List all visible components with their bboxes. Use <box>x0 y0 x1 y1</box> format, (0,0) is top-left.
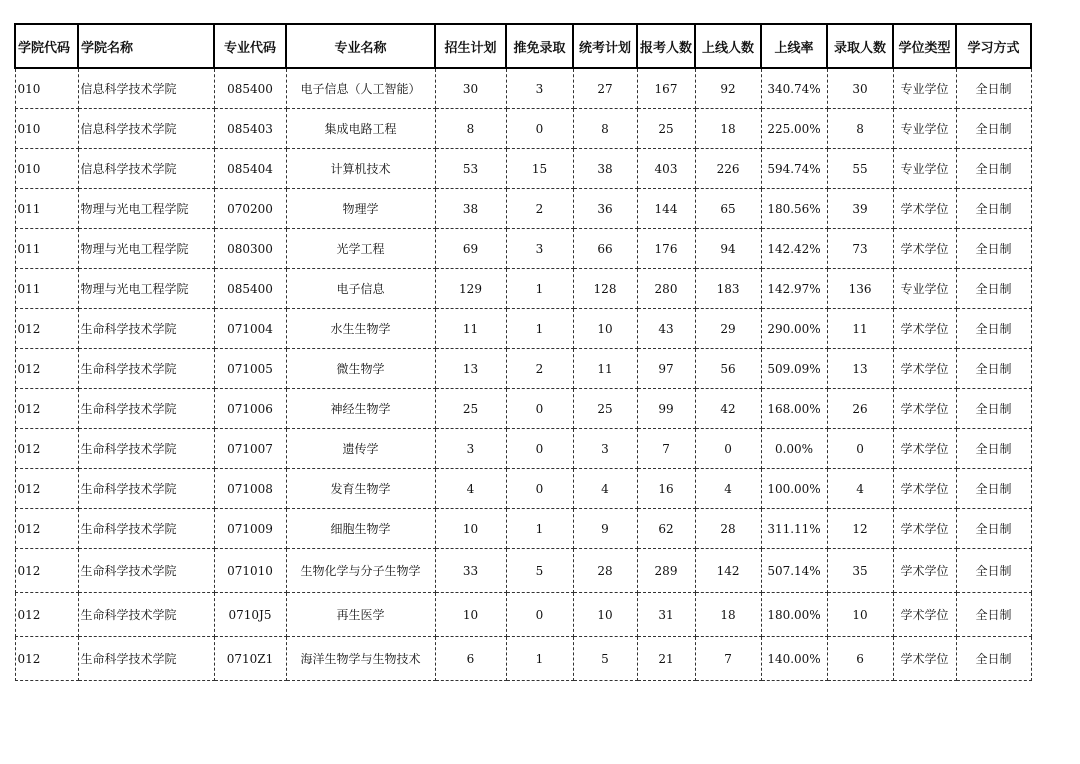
cell-major-name: 神经生物学 <box>286 389 435 429</box>
cell-qualified-rate: 180.00% <box>761 593 827 637</box>
header-qualified-rate: 上线率 <box>761 24 827 68</box>
cell-recommended-admission: 2 <box>506 349 573 389</box>
cell-major-code: 0710Z1 <box>214 637 286 681</box>
header-major-code: 专业代码 <box>214 24 286 68</box>
cell-major-name: 细胞生物学 <box>286 509 435 549</box>
cell-degree-type: 学术学位 <box>893 229 956 269</box>
cell-enrollment-plan: 3 <box>435 429 506 469</box>
cell-qualified-rate: 311.11% <box>761 509 827 549</box>
cell-college-code: 011 <box>15 269 78 309</box>
cell-enrollment-plan: 33 <box>435 549 506 593</box>
header-recommended-admission: 推免录取 <box>506 24 573 68</box>
cell-study-mode: 全日制 <box>956 109 1031 149</box>
cell-qualified: 18 <box>695 593 761 637</box>
cell-major-code: 071010 <box>214 549 286 593</box>
cell-recommended-admission: 0 <box>506 429 573 469</box>
cell-qualified-rate: 180.56% <box>761 189 827 229</box>
cell-recommended-admission: 0 <box>506 109 573 149</box>
cell-degree-type: 专业学位 <box>893 149 956 189</box>
cell-degree-type: 学术学位 <box>893 549 956 593</box>
cell-degree-type: 学术学位 <box>893 389 956 429</box>
header-college-code: 学院代码 <box>15 24 78 68</box>
cell-major-code: 085403 <box>214 109 286 149</box>
cell-recommended-admission: 0 <box>506 469 573 509</box>
cell-qualified: 142 <box>695 549 761 593</box>
cell-exam-plan: 27 <box>573 68 637 109</box>
cell-college-name: 生命科学技术学院 <box>78 349 214 389</box>
cell-study-mode: 全日制 <box>956 68 1031 109</box>
cell-major-code: 085400 <box>214 269 286 309</box>
cell-major-code: 085400 <box>214 68 286 109</box>
cell-college-name: 生命科学技术学院 <box>78 309 214 349</box>
cell-recommended-admission: 1 <box>506 637 573 681</box>
cell-qualified: 7 <box>695 637 761 681</box>
cell-study-mode: 全日制 <box>956 309 1031 349</box>
cell-exam-plan: 3 <box>573 429 637 469</box>
cell-enrollment-plan: 10 <box>435 593 506 637</box>
cell-exam-plan: 38 <box>573 149 637 189</box>
header-study-mode: 学习方式 <box>956 24 1031 68</box>
cell-exam-plan: 8 <box>573 109 637 149</box>
cell-admitted: 4 <box>827 469 893 509</box>
cell-degree-type: 专业学位 <box>893 109 956 149</box>
cell-college-code: 012 <box>15 509 78 549</box>
cell-college-code: 010 <box>15 109 78 149</box>
cell-college-name: 生命科学技术学院 <box>78 593 214 637</box>
cell-degree-type: 学术学位 <box>893 309 956 349</box>
cell-study-mode: 全日制 <box>956 549 1031 593</box>
cell-qualified: 183 <box>695 269 761 309</box>
cell-college-code: 012 <box>15 429 78 469</box>
cell-study-mode: 全日制 <box>956 389 1031 429</box>
cell-exam-plan: 128 <box>573 269 637 309</box>
cell-admitted: 11 <box>827 309 893 349</box>
table-row <box>15 593 1031 637</box>
cell-exam-plan: 28 <box>573 549 637 593</box>
header-exam-plan: 统考计划 <box>573 24 637 68</box>
cell-recommended-admission: 3 <box>506 229 573 269</box>
cell-admitted: 0 <box>827 429 893 469</box>
cell-study-mode: 全日制 <box>956 593 1031 637</box>
cell-degree-type: 学术学位 <box>893 469 956 509</box>
cell-qualified: 65 <box>695 189 761 229</box>
table-row <box>15 229 1031 269</box>
cell-exam-plan: 10 <box>573 309 637 349</box>
cell-major-name: 水生生物学 <box>286 309 435 349</box>
table-body <box>15 68 1031 681</box>
cell-enrollment-plan: 25 <box>435 389 506 429</box>
cell-admitted: 39 <box>827 189 893 229</box>
cell-study-mode: 全日制 <box>956 269 1031 309</box>
cell-applicants: 167 <box>637 68 695 109</box>
cell-recommended-admission: 0 <box>506 593 573 637</box>
cell-college-name: 生命科学技术学院 <box>78 509 214 549</box>
cell-admitted: 26 <box>827 389 893 429</box>
cell-admitted: 13 <box>827 349 893 389</box>
cell-enrollment-plan: 8 <box>435 109 506 149</box>
cell-enrollment-plan: 129 <box>435 269 506 309</box>
cell-study-mode: 全日制 <box>956 189 1031 229</box>
cell-major-name: 生物化学与分子生物学 <box>286 549 435 593</box>
cell-enrollment-plan: 4 <box>435 469 506 509</box>
cell-applicants: 62 <box>637 509 695 549</box>
cell-degree-type: 专业学位 <box>893 269 956 309</box>
cell-qualified: 226 <box>695 149 761 189</box>
table-row <box>15 509 1031 549</box>
cell-college-name: 信息科学技术学院 <box>78 68 214 109</box>
cell-qualified-rate: 142.42% <box>761 229 827 269</box>
admissions-table <box>14 23 1032 681</box>
cell-exam-plan: 10 <box>573 593 637 637</box>
cell-college-name: 生命科学技术学院 <box>78 637 214 681</box>
cell-college-code: 012 <box>15 349 78 389</box>
cell-applicants: 16 <box>637 469 695 509</box>
cell-college-name: 物理与光电工程学院 <box>78 229 214 269</box>
cell-college-name: 信息科学技术学院 <box>78 109 214 149</box>
cell-study-mode: 全日制 <box>956 429 1031 469</box>
cell-degree-type: 专业学位 <box>893 68 956 109</box>
cell-major-code: 071004 <box>214 309 286 349</box>
cell-college-code: 010 <box>15 149 78 189</box>
cell-qualified-rate: 594.74% <box>761 149 827 189</box>
cell-admitted: 35 <box>827 549 893 593</box>
cell-major-code: 071005 <box>214 349 286 389</box>
table-row <box>15 549 1031 593</box>
cell-admitted: 10 <box>827 593 893 637</box>
cell-recommended-admission: 5 <box>506 549 573 593</box>
cell-admitted: 55 <box>827 149 893 189</box>
cell-major-name: 物理学 <box>286 189 435 229</box>
cell-study-mode: 全日制 <box>956 637 1031 681</box>
cell-exam-plan: 66 <box>573 229 637 269</box>
header-row <box>15 24 1031 68</box>
cell-degree-type: 学术学位 <box>893 189 956 229</box>
cell-applicants: 97 <box>637 349 695 389</box>
cell-applicants: 21 <box>637 637 695 681</box>
cell-qualified: 0 <box>695 429 761 469</box>
cell-major-name: 电子信息（人工智能） <box>286 68 435 109</box>
cell-college-name: 信息科学技术学院 <box>78 149 214 189</box>
cell-degree-type: 学术学位 <box>893 593 956 637</box>
cell-college-code: 012 <box>15 469 78 509</box>
cell-applicants: 289 <box>637 549 695 593</box>
cell-qualified-rate: 100.00% <box>761 469 827 509</box>
cell-enrollment-plan: 69 <box>435 229 506 269</box>
cell-study-mode: 全日制 <box>956 509 1031 549</box>
cell-qualified-rate: 509.09% <box>761 349 827 389</box>
cell-major-name: 光学工程 <box>286 229 435 269</box>
cell-enrollment-plan: 10 <box>435 509 506 549</box>
cell-admitted: 8 <box>827 109 893 149</box>
cell-exam-plan: 5 <box>573 637 637 681</box>
cell-exam-plan: 4 <box>573 469 637 509</box>
cell-admitted: 6 <box>827 637 893 681</box>
cell-major-name: 微生物学 <box>286 349 435 389</box>
cell-recommended-admission: 3 <box>506 68 573 109</box>
cell-college-name: 生命科学技术学院 <box>78 549 214 593</box>
table-row <box>15 109 1031 149</box>
cell-recommended-admission: 1 <box>506 269 573 309</box>
table-header <box>15 24 1031 68</box>
table-row <box>15 429 1031 469</box>
cell-applicants: 280 <box>637 269 695 309</box>
cell-applicants: 99 <box>637 389 695 429</box>
cell-college-code: 012 <box>15 549 78 593</box>
cell-study-mode: 全日制 <box>956 349 1031 389</box>
table-row <box>15 309 1031 349</box>
cell-applicants: 43 <box>637 309 695 349</box>
cell-major-code: 085404 <box>214 149 286 189</box>
table-row <box>15 349 1031 389</box>
cell-recommended-admission: 1 <box>506 509 573 549</box>
cell-admitted: 30 <box>827 68 893 109</box>
cell-major-name: 海洋生物学与生物技术 <box>286 637 435 681</box>
cell-degree-type: 学术学位 <box>893 637 956 681</box>
cell-recommended-admission: 2 <box>506 189 573 229</box>
cell-qualified: 28 <box>695 509 761 549</box>
cell-exam-plan: 36 <box>573 189 637 229</box>
table-row <box>15 469 1031 509</box>
cell-college-name: 生命科学技术学院 <box>78 469 214 509</box>
cell-recommended-admission: 1 <box>506 309 573 349</box>
cell-major-name: 再生医学 <box>286 593 435 637</box>
cell-enrollment-plan: 38 <box>435 189 506 229</box>
cell-college-name: 生命科学技术学院 <box>78 389 214 429</box>
cell-qualified: 94 <box>695 229 761 269</box>
cell-college-code: 011 <box>15 229 78 269</box>
cell-recommended-admission: 0 <box>506 389 573 429</box>
cell-college-code: 012 <box>15 309 78 349</box>
header-applicants: 报考人数 <box>637 24 695 68</box>
table-row <box>15 189 1031 229</box>
cell-applicants: 25 <box>637 109 695 149</box>
cell-study-mode: 全日制 <box>956 149 1031 189</box>
table-row <box>15 389 1031 429</box>
cell-admitted: 136 <box>827 269 893 309</box>
header-qualified: 上线人数 <box>695 24 761 68</box>
cell-applicants: 31 <box>637 593 695 637</box>
cell-major-code: 071007 <box>214 429 286 469</box>
cell-qualified-rate: 340.74% <box>761 68 827 109</box>
cell-degree-type: 学术学位 <box>893 509 956 549</box>
cell-qualified-rate: 0.00% <box>761 429 827 469</box>
header-major-name: 专业名称 <box>286 24 435 68</box>
cell-major-name: 遗传学 <box>286 429 435 469</box>
cell-enrollment-plan: 53 <box>435 149 506 189</box>
cell-qualified: 92 <box>695 68 761 109</box>
cell-enrollment-plan: 6 <box>435 637 506 681</box>
cell-qualified-rate: 140.00% <box>761 637 827 681</box>
cell-college-name: 物理与光电工程学院 <box>78 189 214 229</box>
cell-qualified: 42 <box>695 389 761 429</box>
cell-qualified-rate: 507.14% <box>761 549 827 593</box>
header-admitted: 录取人数 <box>827 24 893 68</box>
table-row <box>15 269 1031 309</box>
cell-exam-plan: 11 <box>573 349 637 389</box>
cell-major-name: 电子信息 <box>286 269 435 309</box>
cell-major-name: 集成电路工程 <box>286 109 435 149</box>
cell-qualified: 4 <box>695 469 761 509</box>
cell-major-code: 071009 <box>214 509 286 549</box>
cell-enrollment-plan: 13 <box>435 349 506 389</box>
cell-admitted: 73 <box>827 229 893 269</box>
cell-college-name: 生命科学技术学院 <box>78 429 214 469</box>
cell-study-mode: 全日制 <box>956 229 1031 269</box>
table-row <box>15 68 1031 109</box>
cell-recommended-admission: 15 <box>506 149 573 189</box>
cell-study-mode: 全日制 <box>956 469 1031 509</box>
cell-major-code: 0710J5 <box>214 593 286 637</box>
cell-college-name: 物理与光电工程学院 <box>78 269 214 309</box>
cell-college-code: 012 <box>15 593 78 637</box>
cell-major-code: 071008 <box>214 469 286 509</box>
cell-college-code: 012 <box>15 389 78 429</box>
cell-qualified: 29 <box>695 309 761 349</box>
cell-degree-type: 学术学位 <box>893 349 956 389</box>
cell-exam-plan: 25 <box>573 389 637 429</box>
cell-qualified-rate: 290.00% <box>761 309 827 349</box>
header-college-name: 学院名称 <box>78 24 214 68</box>
cell-exam-plan: 9 <box>573 509 637 549</box>
cell-qualified-rate: 225.00% <box>761 109 827 149</box>
cell-college-code: 011 <box>15 189 78 229</box>
cell-major-code: 080300 <box>214 229 286 269</box>
cell-qualified: 18 <box>695 109 761 149</box>
cell-qualified-rate: 168.00% <box>761 389 827 429</box>
cell-admitted: 12 <box>827 509 893 549</box>
cell-applicants: 7 <box>637 429 695 469</box>
cell-major-name: 发育生物学 <box>286 469 435 509</box>
cell-degree-type: 学术学位 <box>893 429 956 469</box>
table-row <box>15 637 1031 681</box>
cell-qualified-rate: 142.97% <box>761 269 827 309</box>
cell-applicants: 176 <box>637 229 695 269</box>
cell-college-code: 010 <box>15 68 78 109</box>
cell-applicants: 403 <box>637 149 695 189</box>
cell-major-code: 071006 <box>214 389 286 429</box>
header-enrollment-plan: 招生计划 <box>435 24 506 68</box>
header-degree-type: 学位类型 <box>893 24 956 68</box>
cell-major-code: 070200 <box>214 189 286 229</box>
cell-enrollment-plan: 30 <box>435 68 506 109</box>
cell-enrollment-plan: 11 <box>435 309 506 349</box>
cell-qualified: 56 <box>695 349 761 389</box>
cell-applicants: 144 <box>637 189 695 229</box>
table-row <box>15 149 1031 189</box>
cell-college-code: 012 <box>15 637 78 681</box>
cell-major-name: 计算机技术 <box>286 149 435 189</box>
